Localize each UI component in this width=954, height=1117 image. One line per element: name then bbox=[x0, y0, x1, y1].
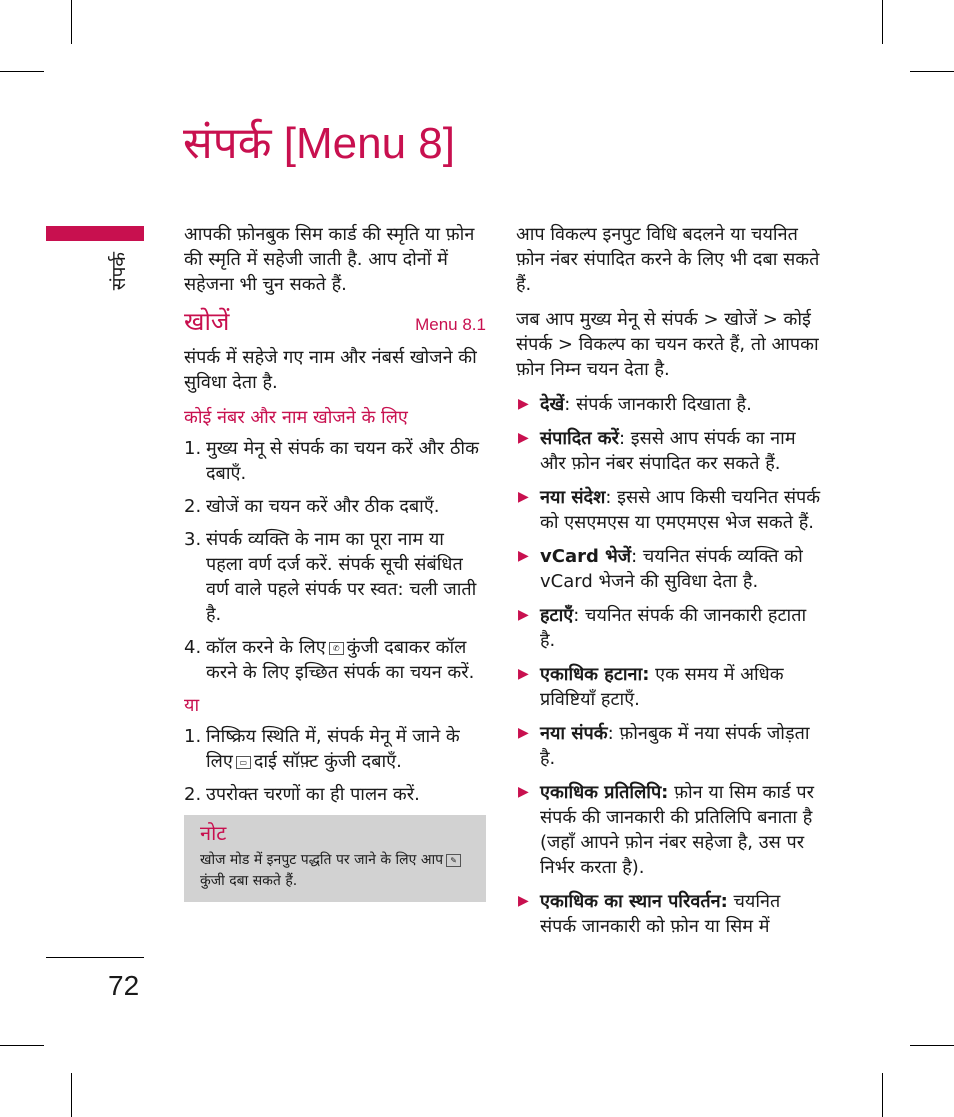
search-section-header bbox=[184, 309, 486, 337]
crop-mark bbox=[71, 1073, 72, 1117]
crop-mark bbox=[0, 1045, 44, 1046]
list-item: 1. निष्क्रिय स्थिति में, संपर्क मेनू में जाने के लिए ▭ दाई सॉफ़्ट कुंजी दबाएँ. bbox=[184, 726, 460, 772]
search-subheading: कोई नंबर और नाम खोजने के लिए bbox=[184, 407, 408, 428]
right-column bbox=[516, 222, 821, 948]
option-item: ▶ नया संदेश: इससे आप किसी चयनित संपर्क को एसएमएस या एमएमएस भेज सकते हैं. bbox=[518, 487, 821, 533]
bullet-arrow-icon: ▶ bbox=[518, 489, 529, 505]
page-title: संपर्क [Menu 8] bbox=[183, 119, 455, 168]
bullet-arrow-icon: ▶ bbox=[518, 893, 529, 909]
call-key-icon: ✆ bbox=[329, 642, 344, 655]
option-item: ▶ हटाएँ: चयनित संपर्क की जानकारी हटाता है. bbox=[518, 605, 807, 651]
crop-mark bbox=[910, 71, 954, 72]
crop-mark bbox=[882, 1073, 883, 1117]
bullet-arrow-icon: ▶ bbox=[518, 430, 529, 446]
right-paragraph-2: जब आप मुख्य मेनू से संपर्क > खोजें > कोई संपर्क > विकल्प का चयन करते हैं, तो आपका फ़ोन निम्न चयन देता है. bbox=[516, 309, 819, 380]
bullet-arrow-icon: ▶ bbox=[518, 784, 529, 800]
right-paragraph-1: आप विकल्प इनपुट विधि बदलने या चयनित फ़ोन नंबर संपादित करने के लिए भी दबा सकते हैं. bbox=[516, 224, 820, 295]
bullet-arrow-icon: ▶ bbox=[518, 396, 529, 412]
input-mode-key-icon: ✎ bbox=[446, 854, 461, 867]
search-menu-ref: Menu 8.1 bbox=[415, 315, 486, 334]
options-list bbox=[516, 392, 821, 939]
crop-mark bbox=[910, 1045, 954, 1046]
crop-mark bbox=[71, 0, 72, 44]
list-item: 1. मुख्य मेनू से संपर्क का चयन करें और ठीक दबाएँ. bbox=[184, 438, 479, 484]
page-number-divider bbox=[46, 957, 144, 958]
option-item: ▶ एकाधिक हटाना: एक समय में अधिक प्रविष्टियाँ हटाएँ. bbox=[518, 664, 784, 710]
or-label: या bbox=[184, 695, 200, 716]
crop-mark bbox=[882, 0, 883, 44]
left-column bbox=[184, 222, 486, 902]
bullet-arrow-icon: ▶ bbox=[518, 607, 529, 623]
page-number: 72 bbox=[108, 970, 140, 1001]
option-item: ▶ एकाधिक का स्थान परिवर्तन: चयनित संपर्क जानकारी को फ़ोन या सिम में bbox=[518, 891, 781, 937]
option-item: ▶ संपादित करें: इससे आप संपर्क का नाम और फ़ोन नंबर संपादित कर सकते हैं. bbox=[518, 428, 796, 474]
note-title: नोट bbox=[200, 821, 227, 845]
bullet-arrow-icon: ▶ bbox=[518, 666, 529, 682]
option-item: ▶ एकाधिक प्रतिलिपि: फ़ोन या सिम कार्ड पर संपर्क की जानकारी की प्रतिलिपि बनाता है (जहाँ आपने फ़ोन नंबर सहेजा है, उस पर निर्भर करता है). bbox=[518, 782, 814, 878]
search-steps bbox=[184, 436, 486, 685]
option-item: ▶ देखें: संपर्क जानकारी दिखाता है. bbox=[518, 394, 752, 415]
list-item: 3. संपर्क व्यक्ति के नाम का पूरा नाम या पहला वर्ण दर्ज करें. संपर्क सूची संबंधित वर्ण वाले पहले संपर्क पर स्वत: चली जाती है. bbox=[184, 529, 477, 625]
right-soft-key-icon: ▭ bbox=[236, 756, 251, 769]
option-item: ▶ vCard भेजें: चयनित संपर्क व्यक्ति को vCard भेजने की सुविधा देता है. bbox=[518, 546, 803, 592]
search-description: संपर्क में सहेजे गए नाम और नंबर्स खोजने की सुविधा देता है. bbox=[184, 347, 477, 393]
section-accent-bar bbox=[46, 226, 144, 241]
side-section-label: संपर्क bbox=[108, 252, 130, 291]
bullet-arrow-icon: ▶ bbox=[518, 548, 529, 564]
note-text: खोज मोड में इनपुट पद्धति पर जाने के लिए आप ✎कुंजी दबा सकते हैं. bbox=[200, 850, 472, 892]
list-item: 2. उपरोक्त चरणों का ही पालन करें. bbox=[184, 784, 420, 805]
option-item: ▶ नया संपर्क: फ़ोनबुक में नया संपर्क जोड़ता है. bbox=[518, 723, 810, 769]
note-box bbox=[184, 815, 486, 902]
intro-paragraph: आपकी फ़ोनबुक सिम कार्ड की स्मृति या फ़ोन की स्मृति में सहेजी जाती है. आप दोनों में सहेजना भी चुन सकते हैं. bbox=[184, 224, 475, 295]
search-section-title: खोजें bbox=[184, 307, 230, 336]
list-item: 2. खोजें का चयन करें और ठीक दबाएँ. bbox=[184, 496, 440, 517]
list-item: 4. कॉल करने के लिए ✆ कुंजी दबाकर कॉल करने के लिए इच्छित संपर्क का चयन करें. bbox=[184, 637, 475, 683]
alt-steps bbox=[184, 724, 486, 807]
crop-mark bbox=[0, 71, 44, 72]
bullet-arrow-icon: ▶ bbox=[518, 725, 529, 741]
